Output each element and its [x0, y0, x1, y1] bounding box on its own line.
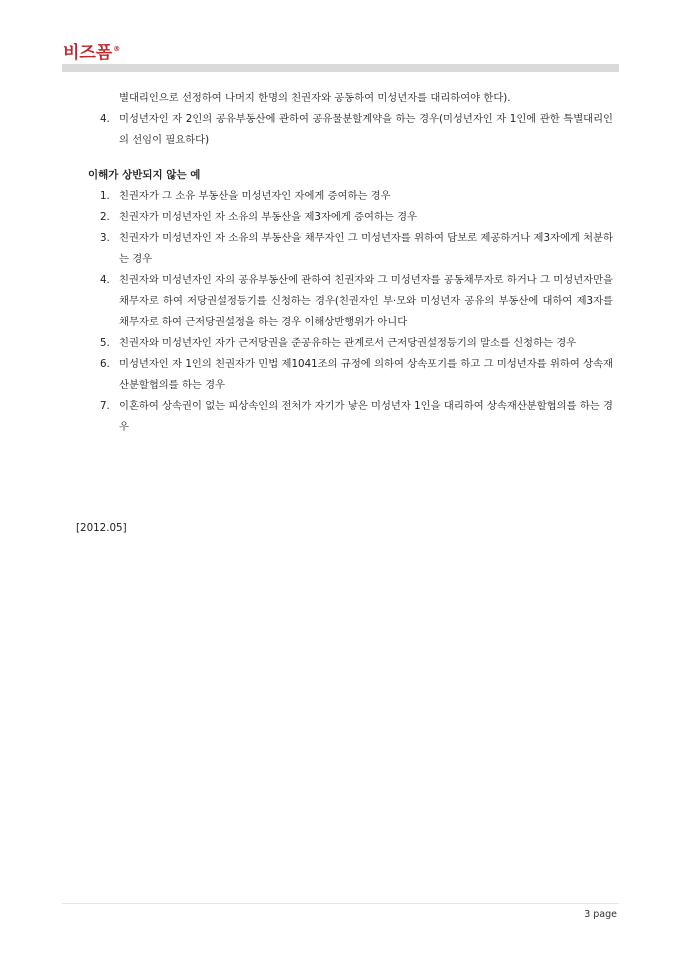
list-item-number: 4. — [100, 113, 110, 125]
list-item — [62, 228, 613, 270]
list-item-number: 3. — [100, 232, 110, 244]
page-number: 3 page — [584, 909, 617, 920]
list-item — [62, 186, 613, 207]
list-item-number: 2. — [100, 211, 110, 223]
list-item-text: 이혼하여 상속권이 없는 피상속인의 전처가 자기가 낳은 미성년자 1인을 대리하여 상속재산분할협의를 하는 경우 — [119, 400, 613, 433]
bizform-logo — [63, 38, 120, 63]
list-item — [62, 354, 613, 396]
logo-text: 비즈폼 — [63, 43, 113, 63]
list-item — [62, 207, 613, 228]
footer-divider — [62, 903, 619, 904]
document-body — [62, 88, 619, 438]
list-item-text: 친권자가 그 소유 부동산을 미성년자인 자에게 증여하는 경우 — [119, 190, 391, 202]
list-item-number: 6. — [100, 358, 110, 370]
list-item — [62, 270, 613, 333]
list-item-text: 친권자가 미성년자인 자 소유의 부동산을 채무자인 그 미성년자를 위하여 담보로 제공하거나 제3자에게 처분하는 경우 — [119, 232, 613, 265]
list-item — [62, 109, 613, 151]
list-item-text: 미성년자인 자 2인의 공유부동산에 관하여 공유물분할계약을 하는 경우(미성년자인 자 1인에 관한 특별대리인의 선임이 필요하다) — [119, 113, 613, 146]
list-item-text: 미성년자인 자 1인의 친권자가 민법 제1041조의 규정에 의하여 상속포기를 하고 그 미성년자를 위하여 상속재산분할협의를 하는 경우 — [119, 358, 613, 391]
list-item-number: 5. — [100, 337, 110, 349]
list-item-number: 1. — [100, 190, 110, 202]
list-item-number: 4. — [100, 274, 110, 286]
registered-mark: ® — [113, 45, 121, 54]
document-date: [2012.05] — [76, 522, 127, 534]
header-divider-bar — [62, 64, 619, 72]
section-heading: 이해가 상반되지 않는 예 — [88, 169, 201, 181]
list-item-text: 친권자와 미성년자인 자가 근저당권을 준공유하는 관계로서 근저당권설정등기의 말소를 신청하는 경우 — [119, 337, 577, 349]
list-item — [62, 396, 613, 438]
continuation-text: 별대리인으로 선정하여 나머지 한명의 친권자와 공동하여 미성년자를 대리하여야 한다). — [119, 92, 511, 104]
list-item-text: 친권자와 미성년자인 자의 공유부동산에 관하여 친권자와 그 미성년자를 공동채무자로 하거나 그 미성년자만을 채무자로 하여 저당권설정등기를 신청하는 경우(친권자인 부·모와 미성년자 공유의 부동산에 대하여 제3자를 채무자로 하여 근저당권설정을 하는 경우 이해상반행위가 아니다 — [119, 274, 613, 328]
list-item — [62, 333, 613, 354]
list-item-text: 친권자가 미성년자인 자 소유의 부동산을 제3자에게 증여하는 경우 — [119, 211, 418, 223]
list-item-number: 7. — [100, 400, 110, 412]
